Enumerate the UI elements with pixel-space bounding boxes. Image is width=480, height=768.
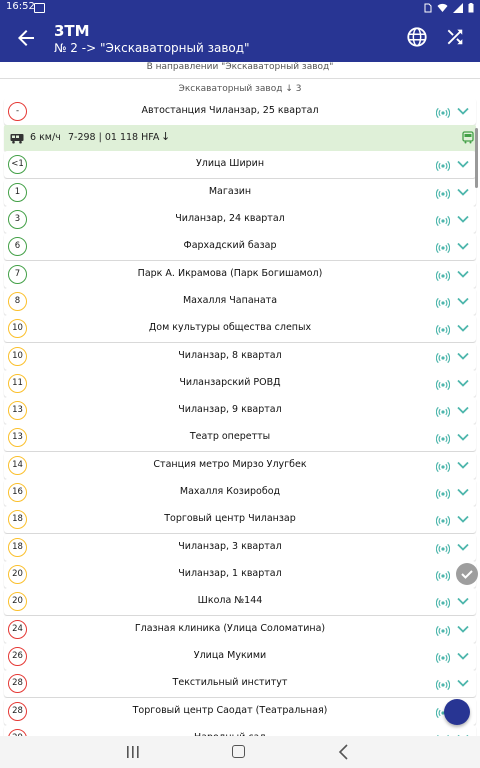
eta-badge: 20 (8, 592, 27, 611)
live-tracking-icon[interactable] (436, 404, 450, 418)
live-tracking-icon[interactable] (436, 240, 450, 254)
live-tracking-icon[interactable] (436, 513, 450, 527)
stop-name: Дом культуры общества слепых (148, 322, 312, 334)
scrollbar[interactable] (475, 128, 478, 188)
bus-position-row[interactable] (4, 125, 476, 151)
stop-row[interactable] (4, 151, 476, 178)
expand-chevron-icon[interactable] (456, 241, 470, 252)
bus-speed: 6 км/ч (30, 132, 61, 144)
stop-name: Парк А. Икрамова (Парк Богишамол) (137, 267, 323, 279)
divider (0, 78, 480, 79)
eta-badge: 18 (8, 510, 27, 529)
stop-name: Торговый центр Саодат (Театральная) (132, 704, 328, 716)
wifi-icon (437, 3, 448, 13)
stop-row[interactable] (4, 261, 476, 288)
live-tracking-icon[interactable] (436, 350, 450, 364)
stop-row[interactable] (4, 288, 476, 315)
stop-row[interactable] (4, 506, 476, 533)
stop-row[interactable] (4, 643, 476, 670)
stop-name: Текстильный институт (172, 677, 288, 689)
stop-name: Школа №144 (197, 595, 263, 607)
live-tracking-icon[interactable] (436, 595, 450, 609)
stop-row[interactable] (4, 179, 476, 206)
expand-chevron-icon[interactable] (456, 378, 470, 389)
app-bar (0, 16, 480, 62)
nav-back-icon[interactable] (338, 744, 350, 760)
eta-badge: 7 (8, 265, 27, 284)
eta-badge: 18 (8, 538, 27, 557)
stop-name: Махалля Чапаната (182, 294, 278, 306)
stop-row[interactable] (4, 424, 476, 451)
eta-badge: 8 (8, 292, 27, 311)
expand-chevron-icon[interactable] (456, 542, 470, 553)
stop-row[interactable] (4, 698, 476, 725)
stop-row[interactable] (4, 670, 476, 697)
floating-action-button[interactable] (444, 699, 470, 725)
route-title: 3TM (54, 22, 90, 40)
stop-name: Автостанция Чиланзар, 25 квартал (141, 105, 319, 116)
live-tracking-icon[interactable] (436, 541, 450, 555)
live-tracking-icon[interactable] (436, 431, 450, 445)
expand-chevron-icon[interactable] (456, 651, 470, 662)
stop-row[interactable] (4, 479, 476, 506)
expand-chevron-icon[interactable] (456, 432, 470, 443)
eta-badge: 24 (8, 620, 27, 639)
stop-row[interactable] (4, 315, 476, 342)
stops-list (4, 98, 476, 752)
stop-name: Чиланзар, 1 квартал (178, 568, 282, 579)
eta-badge: 11 (8, 374, 27, 393)
expand-chevron-icon[interactable] (456, 269, 470, 280)
expand-chevron-icon[interactable] (456, 624, 470, 635)
stop-name: Чиланзар, 9 квартал (178, 404, 282, 416)
eta-badge: <1 (8, 155, 27, 174)
from-stop-label: Экскаваторный завод ↓ 3 (178, 84, 302, 94)
eta-badge: - (8, 102, 27, 121)
eta-badge: 13 (8, 428, 27, 447)
stop-row[interactable] (4, 452, 476, 479)
direction-label: В направлении "Экскаваторный завод" (146, 62, 334, 72)
eta-badge: 1 (8, 183, 27, 202)
expand-chevron-icon[interactable] (456, 460, 470, 471)
stop-name: Чиланзар, 8 квартал (178, 349, 282, 361)
stop-name: Театр оперетты (189, 431, 271, 443)
expand-chevron-icon[interactable] (456, 596, 470, 607)
live-tracking-icon[interactable] (436, 623, 450, 637)
route-subtitle: № 2 -> "Экскаваторный завод" (54, 41, 250, 55)
stop-name: Чиланзар, 3 квартал (178, 540, 282, 552)
stop-name: Магазин (208, 185, 252, 197)
stop-name: Улица Мукими (193, 649, 267, 661)
eta-badge: 10 (8, 319, 27, 338)
status-time: 16:52 (6, 1, 35, 12)
bus-direction-arrow: ↓ (161, 130, 171, 144)
stop-row[interactable] (4, 343, 476, 370)
live-tracking-icon[interactable] (436, 650, 450, 664)
system-nav-bar (0, 736, 480, 768)
expand-chevron-icon[interactable] (456, 678, 470, 689)
stop-row[interactable] (4, 397, 476, 424)
live-tracking-icon[interactable] (436, 459, 450, 473)
globe-icon[interactable] (406, 26, 428, 48)
live-tracking-icon[interactable] (436, 568, 450, 582)
home-icon[interactable] (232, 745, 245, 758)
bus-plate: 7-298 | 01 118 HFA (68, 132, 160, 144)
signal-icon (453, 3, 463, 13)
live-tracking-icon[interactable] (436, 677, 450, 691)
stop-name: Торговый центр Чиланзар (164, 513, 296, 525)
eta-badge: 26 (8, 647, 27, 666)
expand-chevron-icon[interactable] (456, 323, 470, 334)
expand-chevron-icon[interactable] (456, 405, 470, 416)
expand-chevron-icon[interactable] (456, 187, 470, 198)
stop-name: Махалля Козиробод (179, 486, 281, 498)
stop-name: Глазная клиника (Улица Соломатина) (134, 622, 326, 634)
status-bar (0, 0, 480, 16)
stop-row[interactable] (4, 561, 476, 588)
live-tracking-icon[interactable] (436, 295, 450, 309)
stop-row[interactable] (4, 206, 476, 233)
eta-badge: 28 (8, 702, 27, 721)
battery-icon (468, 3, 474, 13)
expand-chevron-icon[interactable] (456, 351, 470, 362)
shuffle-icon[interactable] (444, 26, 466, 48)
stop-name: Чиланзар, 24 квартал (175, 212, 285, 224)
status-icons (424, 1, 474, 15)
expand-chevron-icon[interactable] (456, 159, 470, 170)
live-tracking-icon[interactable] (436, 322, 450, 336)
eta-badge: 6 (8, 237, 27, 256)
live-tracking-icon[interactable] (436, 105, 450, 119)
eta-badge: 16 (8, 483, 27, 502)
back-arrow-icon[interactable] (14, 26, 38, 50)
live-tracking-icon[interactable] (436, 158, 450, 172)
expand-chevron-icon[interactable] (456, 487, 470, 498)
live-tracking-icon[interactable] (436, 213, 450, 227)
bus-front-icon[interactable] (462, 131, 474, 144)
eta-badge: 3 (8, 210, 27, 229)
stop-row[interactable] (4, 233, 476, 260)
stop-name: Станция метро Мирзо Улугбек (153, 458, 307, 470)
eta-badge: 10 (8, 347, 27, 366)
stop-row[interactable] (4, 98, 476, 125)
stop-row[interactable] (4, 534, 476, 561)
eta-badge: 20 (8, 565, 27, 584)
eta-badge: 28 (8, 674, 27, 693)
sim-icon (424, 3, 432, 13)
stop-name: Улица Ширин (195, 158, 265, 170)
live-tracking-icon[interactable] (436, 377, 450, 391)
gallery-notification-icon (34, 3, 45, 13)
eta-badge: 14 (8, 456, 27, 475)
stop-name: Фархадский базар (183, 240, 277, 252)
live-tracking-icon[interactable] (436, 486, 450, 500)
stop-row[interactable] (4, 616, 476, 643)
edge-check-icon[interactable] (456, 563, 478, 585)
stop-name: Чиланзарский РОВД (179, 376, 281, 388)
bus-icon (10, 133, 24, 144)
recents-icon[interactable] (126, 746, 140, 758)
expand-chevron-icon[interactable] (456, 296, 470, 307)
live-tracking-icon[interactable] (436, 186, 450, 200)
live-tracking-icon[interactable] (436, 268, 450, 282)
eta-badge: 13 (8, 401, 27, 420)
expand-chevron-icon[interactable] (456, 214, 470, 225)
expand-chevron-icon[interactable] (456, 106, 470, 117)
stop-row[interactable] (4, 588, 476, 615)
stop-row[interactable] (4, 370, 476, 397)
expand-chevron-icon[interactable] (456, 514, 470, 525)
